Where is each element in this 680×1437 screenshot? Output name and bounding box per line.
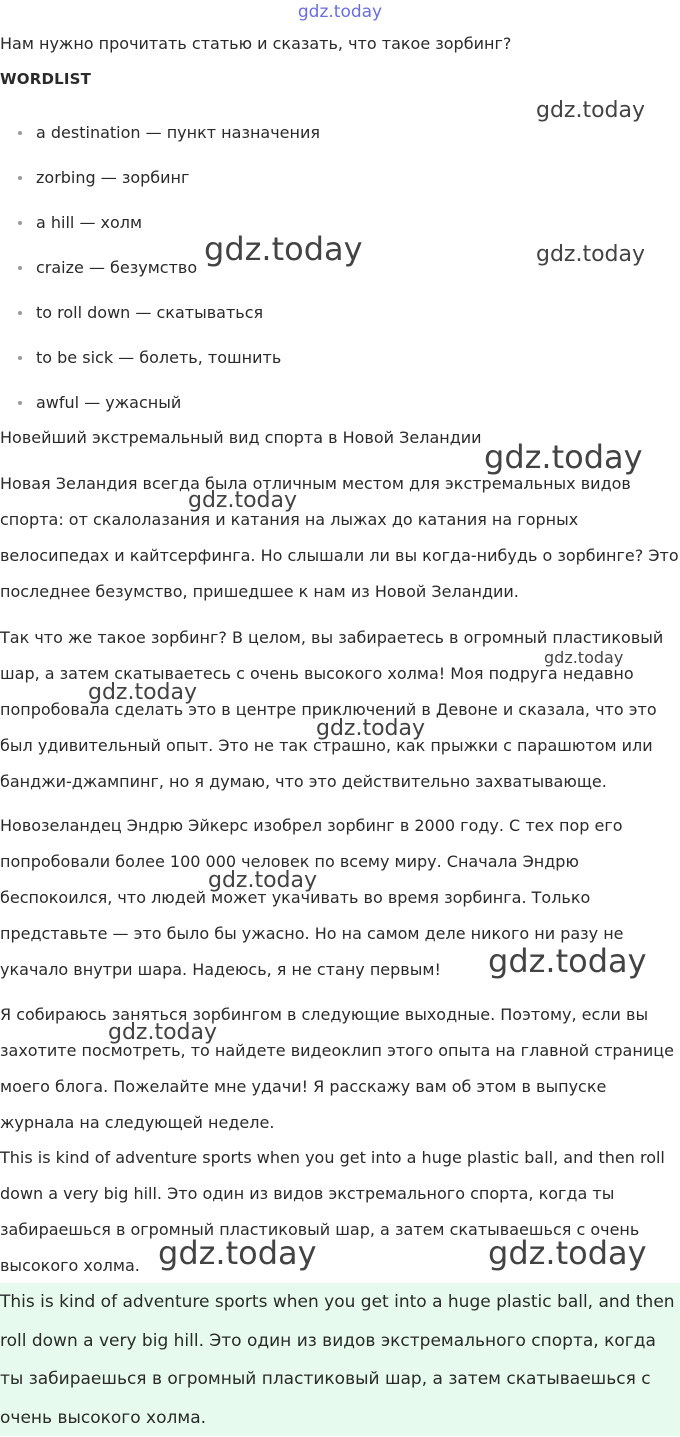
watermark: gdz.today bbox=[204, 230, 363, 268]
watermark: gdz.today bbox=[208, 868, 318, 893]
task-question: Нам нужно прочитать статью и сказать, что такое зорбинг? bbox=[0, 34, 512, 53]
article-heading: Новейший экстремальный вид спорта в Новой Зеландии bbox=[0, 428, 482, 447]
wordlist-title: WORDLIST bbox=[0, 70, 92, 88]
watermark: gdz.today bbox=[488, 1234, 647, 1272]
wordlist-item: a destination — пункт назначения bbox=[0, 110, 680, 155]
wordlist-item: to be sick — болеть, тошнить bbox=[0, 335, 680, 380]
article-paragraph: Новозеландец Эндрю Эйкерс изобрел зорбинг в 2000 году. С тех пор его попробовали более 100 000 человек по всему миру. Сначала Эндрю беспокоился, что людей может укачивать во время зорбинга. Только представьте — это было бы ужасно. Но на самом деле никого ни разу не укачало внутри шара. Надеюсь, я не стану первым! bbox=[0, 816, 624, 979]
watermark: gdz.today bbox=[88, 680, 198, 705]
watermark: gdz.today bbox=[158, 1234, 317, 1272]
article-paragraph: Новая Зеландия всегда была отличным местом для экстремальных видов спорта: от скалолазания и катания на лыжах до катания на горных велосипедах и кайтсерфинга. Но слышали ли вы когда-нибудь о зорбинге? Это последнее безумство, пришедшее к нам из Новой Зеландии. bbox=[0, 474, 679, 601]
wordlist-item: awful — ужасный bbox=[0, 380, 680, 425]
watermark: gdz.today bbox=[536, 98, 646, 123]
article-paragraph: Я собираюсь заняться зорбингом в следующие выходные. Поэтому, если вы захотите посмотреть, то найдете видеоклип этого опыта на главной странице моего блога. Пожелайте мне удачи! Я расскажу вам об этом в выпуске журнала на следующей неделе. bbox=[0, 1005, 674, 1132]
watermark: gdz.today bbox=[316, 716, 426, 741]
watermark: gdz.today bbox=[188, 488, 298, 513]
watermark: gdz.today bbox=[488, 942, 647, 980]
wordlist-item: to roll down — скатываться bbox=[0, 290, 680, 335]
wordlist bbox=[0, 110, 680, 425]
highlighted-answer: This is kind of adventure sports when you get into a huge plastic ball, and then roll down a very big hill. Это один из видов экстремального спорта, когда ты забираешься в огромный пластиковый шар, а затем скатываешься с очень высокого холма. bbox=[0, 1283, 680, 1436]
watermark: gdz.today bbox=[108, 1020, 218, 1045]
watermark: gdz.today bbox=[536, 242, 646, 267]
watermark: gdz.today bbox=[544, 648, 624, 667]
top-watermark-link[interactable]: gdz.today bbox=[297, 2, 383, 22]
wordlist-item: zorbing — зорбинг bbox=[0, 155, 680, 200]
wordlist-item: a hill — холм bbox=[0, 200, 680, 245]
answer-text: This is kind of adventure sports when you get into a huge plastic ball, and then roll down a very big hill. Это один из видов экстремального спорта, когда ты забираешься в огромный пластиковый шар, а затем скатываешься с очень высокого холма. bbox=[0, 1148, 665, 1275]
watermark: gdz.today bbox=[484, 438, 643, 476]
article-paragraph: Так что же такое зорбинг? В целом, вы забираетесь в огромный пластиковый шар, а затем скатываетесь с очень высокого холма! Моя подруга недавно попробовала сделать это в центре приключений в Девоне и сказала, что это был удивительный опыт. Это не так страшно, как прыжки с парашютом или банджи-джампинг, но я думаю, что это действительно захватывающе. bbox=[0, 628, 664, 791]
wordlist-item: craize — безумство bbox=[0, 245, 680, 290]
